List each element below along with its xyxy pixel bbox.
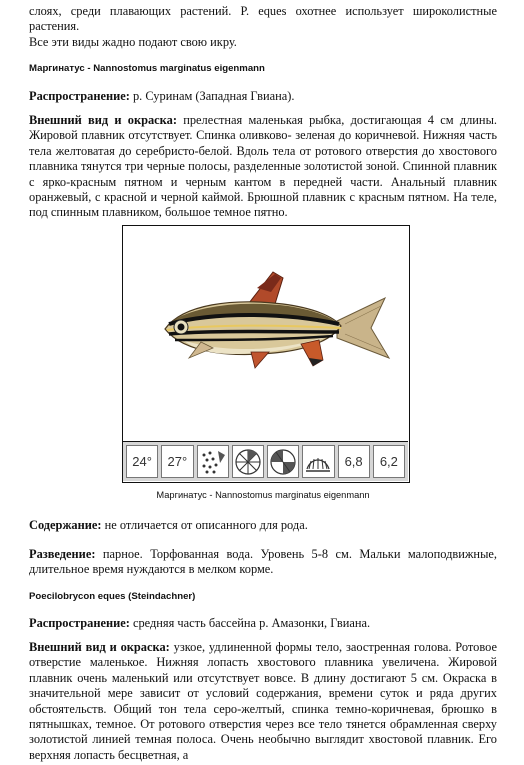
temperature-max: 27° bbox=[161, 445, 193, 478]
distribution-text: средняя часть бассейна р. Амазонки, Гвиана. bbox=[129, 616, 371, 630]
distribution-text: р. Суринам (Западная Гвиана). bbox=[129, 89, 295, 103]
plants-icon bbox=[232, 445, 264, 478]
distribution-label: Распространение: bbox=[29, 616, 130, 630]
ph-max: 6,2 bbox=[373, 445, 405, 478]
fish-icon bbox=[165, 272, 389, 368]
appearance-text: прелестная маленькая рыбка, достигающая 4 см длины. Жировой плавник отсутствует. Спинка оливково- зеленая до коричневой. Нижняя часть тела желтоватая до серебристо-белой. Вдоль тела от ротового отверстия до хвостового плавника тянутся три черные полосы, разделенные золотистой зоной. Спинной плавник с ярко-красным пятном и черным кантом в передней части. Анальный плавник оранжевый, с красной и черной каймой. Брюшной плавник с красным пятном. На теле, под спинным плавником, большое темное пятно. bbox=[29, 113, 497, 220]
parameters-strip bbox=[123, 441, 408, 481]
food-icon bbox=[197, 445, 229, 478]
species1-maintenance bbox=[29, 518, 497, 533]
breeding-text: парное. Торфованная вода. Уровень 5-8 см. Мальки малоподвижные, длительное время нуждаются в мелком корме. bbox=[29, 547, 497, 577]
temperature-min: 24° bbox=[126, 445, 158, 478]
light-icon bbox=[267, 445, 299, 478]
breeding-label: Разведение: bbox=[29, 547, 96, 561]
figure-caption: Маргинатус - Nannostomus marginatus eigenmann bbox=[156, 490, 370, 500]
fish-illustration bbox=[123, 226, 408, 441]
maintenance-text: не отличается от описанного для рода. bbox=[101, 518, 308, 532]
distribution-label: Распространение: bbox=[29, 89, 130, 103]
ph-min: 6,8 bbox=[338, 445, 370, 478]
fish-figure bbox=[122, 225, 410, 483]
species2-heading: Poecilobrycon eques (Steindachner) bbox=[29, 591, 196, 602]
pair-icon bbox=[302, 445, 334, 478]
intro-line-1: слоях, среди плавающих растений. P. eques охотнее использует широколистные растения. bbox=[29, 4, 497, 34]
species1-heading: Маргинатус - Nannostomus marginatus eigenmann bbox=[29, 63, 265, 74]
species2-appearance bbox=[29, 640, 497, 763]
species2-distribution bbox=[29, 616, 497, 631]
appearance-label: Внешний вид и окраска: bbox=[29, 113, 177, 127]
intro-paragraph bbox=[29, 4, 497, 50]
intro-line-2: Все эти виды жадно подают свою икру. bbox=[29, 34, 237, 49]
species1-appearance bbox=[29, 113, 497, 221]
maintenance-label: Содержание: bbox=[29, 518, 102, 532]
appearance-label: Внешний вид и окраска: bbox=[29, 640, 170, 654]
species1-breeding bbox=[29, 547, 497, 578]
appearance-text: узкое, удлиненной формы тело, заостренная голова. Ротовое отверстие маленькое. Нижняя лопасть хвостового плавника увеличена. Жировой плавник очень маленький или отсутствует вовсе. В длину достигают 5 см. Окраска в значительной мере зависит от условий содержания, времени суток и ряда других обстоятельств. Общий тон тела серо-желтый, спинка темно-коричневая, брюшко в пятнышках, темное. От ротового отверстия через все тело тянется обрамленная сверху золотистой линией темная полоса. Очень необычно выглядит хвостовой плавник. Его верхняя лопасть бесцветная, а bbox=[29, 640, 497, 762]
species1-distribution bbox=[29, 89, 497, 104]
